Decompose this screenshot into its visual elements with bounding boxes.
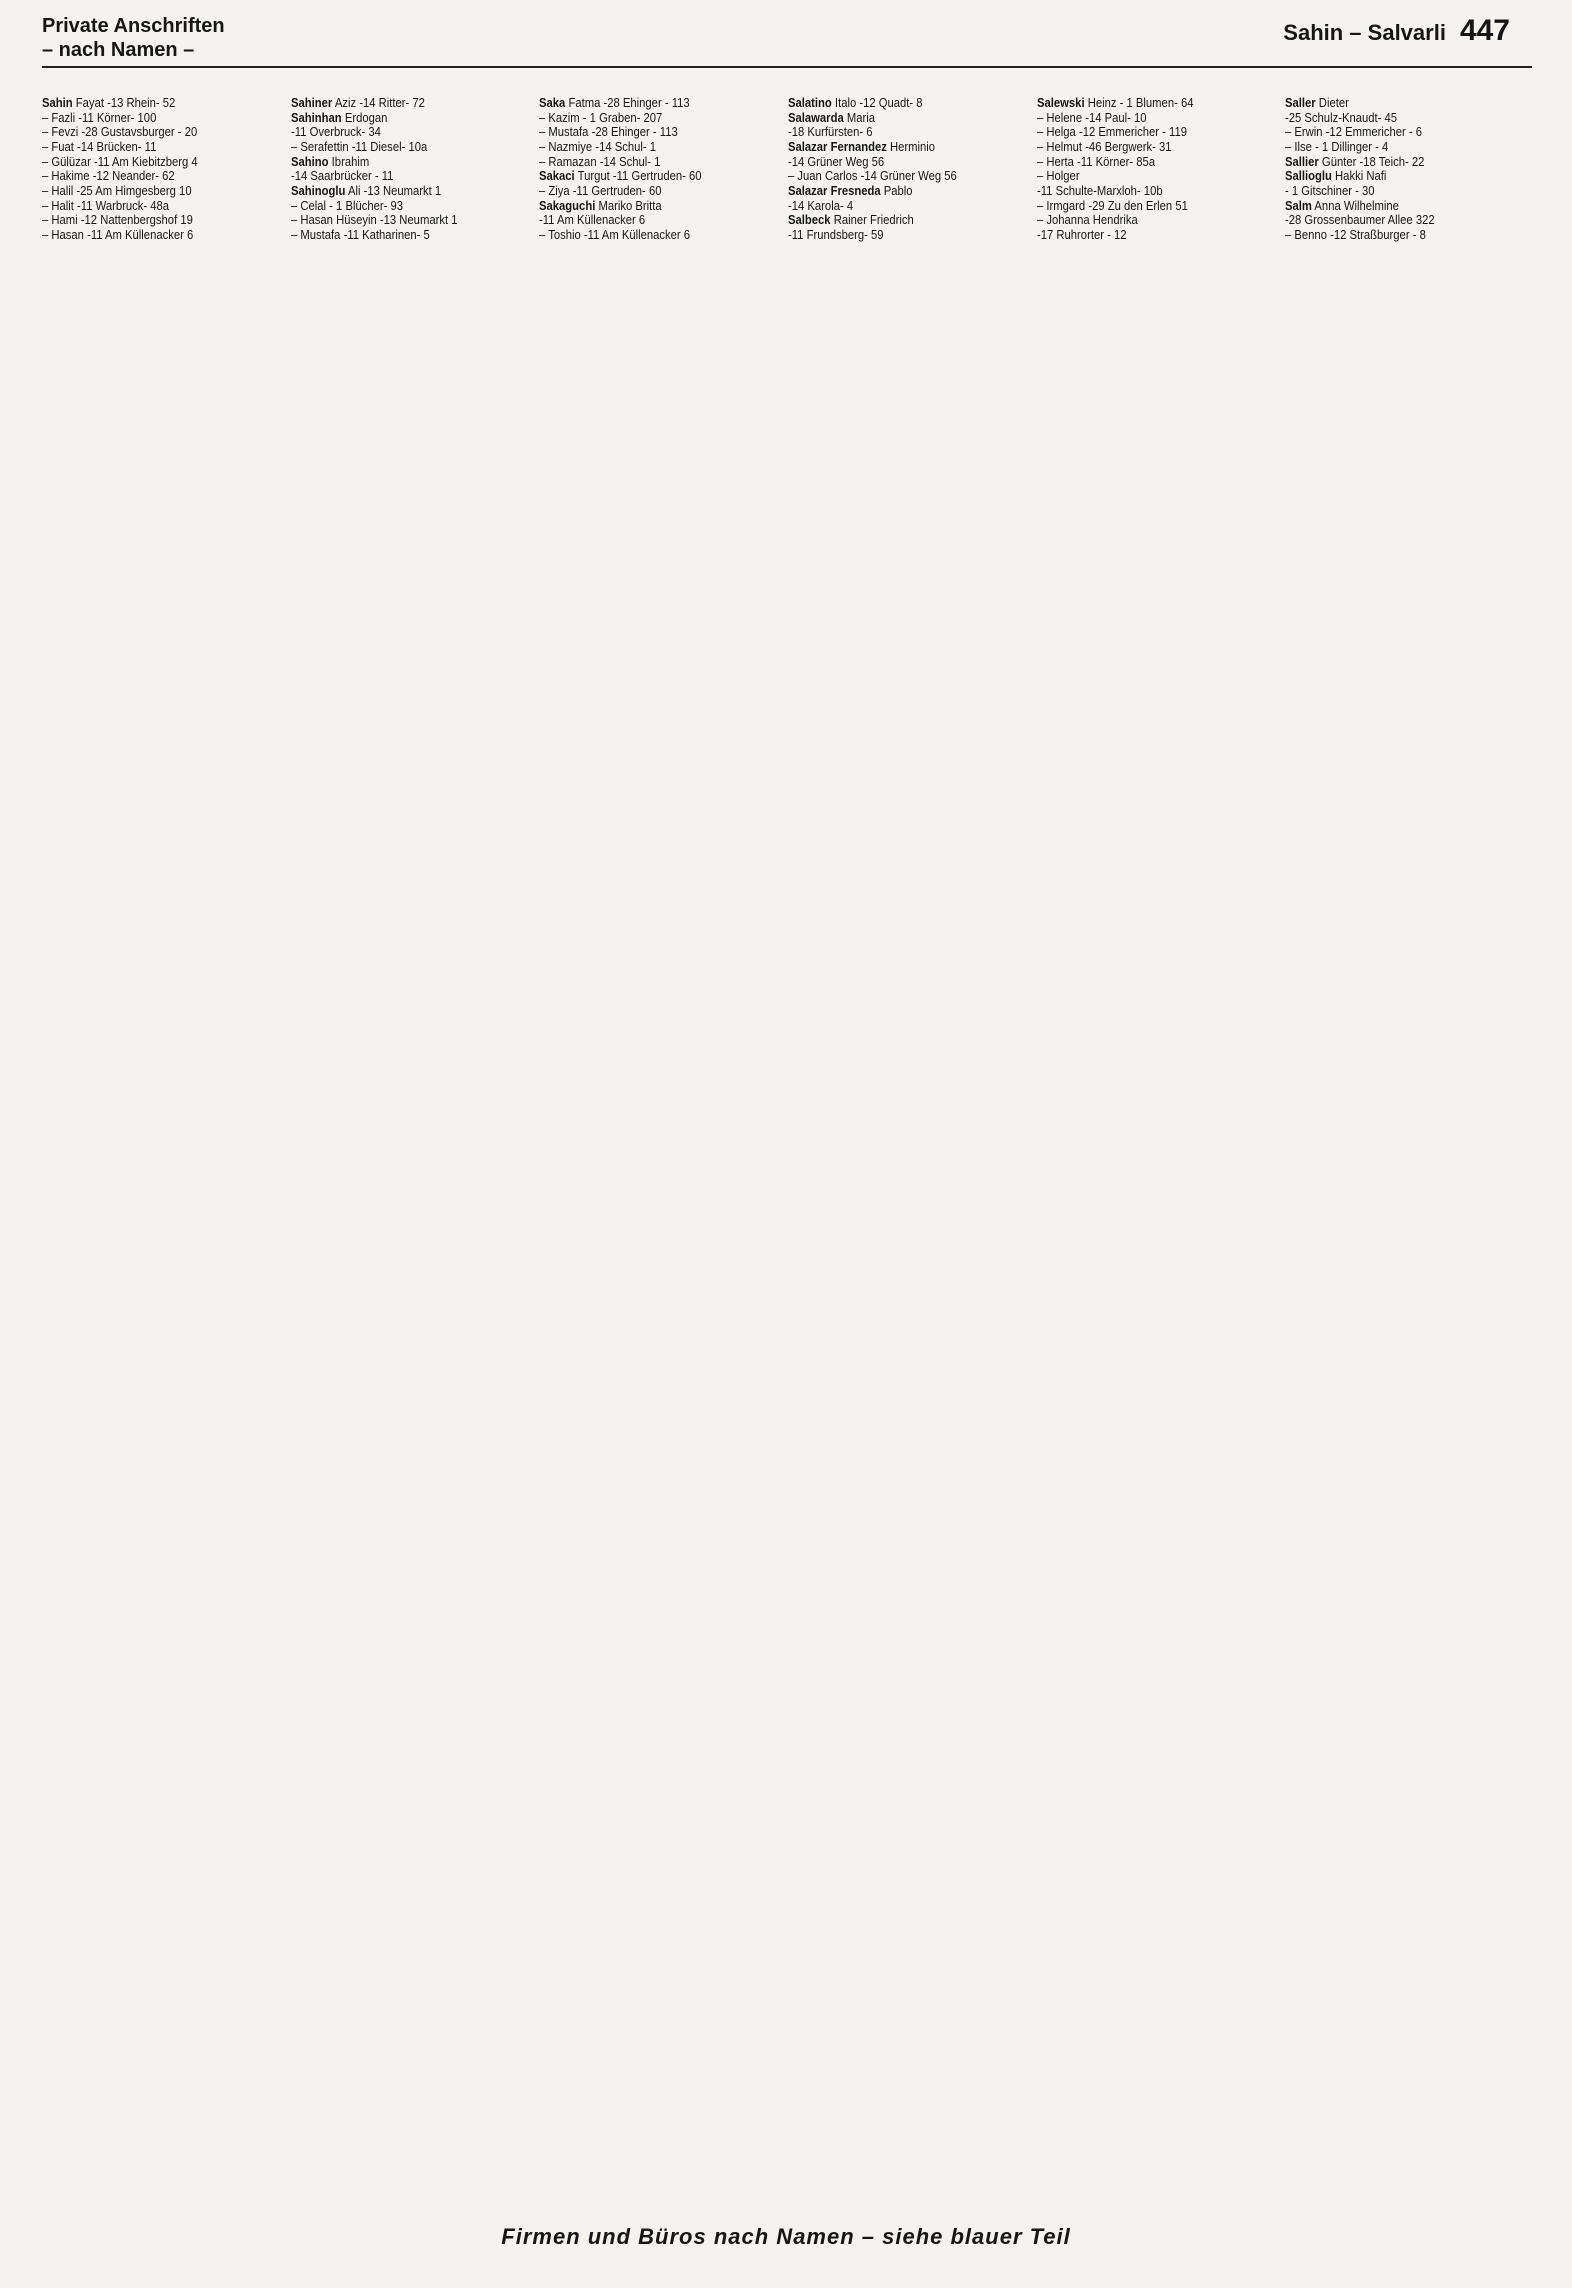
directory-entry: [291, 199, 504, 214]
directory-entry: [788, 199, 1001, 214]
entry-detail: – Fazli -11 Körner- 100: [42, 109, 157, 125]
name-range: Sahin – Salvarli: [1283, 20, 1446, 45]
entry-surname: Salawarda: [788, 109, 844, 125]
entry-detail: – Helmut -46 Bergwerk- 31: [1036, 138, 1172, 154]
section-title-line2: – nach Namen –: [42, 39, 195, 61]
directory-entry: [788, 96, 1001, 111]
directory-entry: [42, 184, 255, 199]
entry-surname: Sahinoglu: [290, 182, 346, 198]
directory-entry: [42, 228, 255, 243]
entry-detail: -28 Grossenbaumer Allee 322: [1285, 212, 1435, 228]
directory-entry: [291, 155, 504, 170]
entry-detail: – Toshio -11 Am Küllenacker 6: [539, 226, 691, 242]
directory-entry: [539, 228, 752, 243]
entry-detail: -14 Grüner Weg 56: [788, 153, 885, 169]
footer-note: Firmen und Büros nach Namen – siehe blauer Teil: [501, 2224, 1071, 2249]
directory-entry: [1285, 96, 1498, 111]
entry-detail: Ali -13 Neumarkt 1: [345, 182, 441, 198]
directory-entry: [42, 169, 255, 184]
entry-detail: -18 Kurfürsten- 6: [788, 124, 873, 140]
entry-detail: Anna Wilhelmine: [1312, 197, 1400, 213]
directory-entry: [291, 213, 504, 228]
entry-surname: Sahinhan: [290, 109, 342, 125]
entry-surname: Salazar Fernandez: [788, 138, 887, 154]
entry-detail: – Fevzi -28 Gustavsburger - 20: [42, 124, 198, 140]
directory-entry: [291, 228, 504, 243]
entry-detail: – Gülüzar -11 Am Kiebitzberg 4: [42, 153, 198, 169]
directory-entry: [539, 125, 752, 140]
directory-entry: [1285, 140, 1498, 155]
entry-detail: – Benno -12 Straßburger - 8: [1285, 226, 1427, 242]
directory-entry: [42, 125, 255, 140]
entry-detail: Fayat -13 Rhein- 52: [72, 96, 176, 110]
directory-entry: [1285, 184, 1498, 199]
entry-detail: – Irmgard -29 Zu den Erlen 51: [1036, 197, 1188, 213]
entry-detail: -11 Schulte-Marxloh- 10b: [1036, 182, 1163, 198]
header-rule: [42, 66, 1532, 68]
entry-detail: Erdogan: [341, 109, 388, 125]
directory-entry: [1037, 169, 1250, 184]
entry-detail: -25 Schulz-Knaudt- 45: [1285, 109, 1398, 125]
page-number: 447: [1459, 14, 1510, 47]
directory-entry: [1037, 140, 1250, 155]
entry-detail: Mariko Britta: [595, 197, 663, 213]
entry-detail: – Kazim - 1 Graben- 207: [539, 109, 663, 125]
directory-entry: [42, 213, 255, 228]
entry-detail: – Herta -11 Körner- 85a: [1036, 153, 1155, 169]
entry-detail: – Holger: [1036, 168, 1080, 184]
entry-surname: Sallier: [1285, 153, 1320, 169]
entry-detail: Herminio: [886, 138, 936, 154]
entry-surname: Sahin: [42, 96, 73, 110]
directory-entry: [539, 111, 752, 126]
directory-column-6: [1285, 96, 1533, 2216]
directory-entry: [1037, 111, 1250, 126]
directory-entry: [788, 125, 1001, 140]
directory-column-4: [788, 96, 1036, 2216]
directory-column-1: [42, 96, 290, 2216]
entry-surname: Sahino: [290, 153, 329, 169]
entry-detail: - 1 Gitschiner - 30: [1285, 182, 1375, 198]
entry-detail: -11 Frundsberg- 59: [788, 226, 884, 242]
directory-entry: [1285, 213, 1498, 228]
entry-detail: – Ilse - 1 Dillinger - 4: [1285, 138, 1389, 154]
entry-detail: – Hakime -12 Neander- 62: [42, 168, 175, 184]
entry-detail: Günter -18 Teich- 22: [1319, 153, 1425, 169]
directory-entry: [291, 96, 504, 111]
entry-surname: Sakaguchi: [539, 197, 596, 213]
directory-entry: [539, 96, 752, 111]
entry-detail: – Ramazan -14 Schul- 1: [539, 153, 661, 169]
entry-detail: Turgut -11 Gertruden- 60: [575, 168, 702, 184]
directory-entry: [1285, 199, 1498, 214]
entry-detail: -14 Saarbrücker - 11: [290, 168, 394, 184]
entry-surname: Salm: [1285, 197, 1313, 213]
entry-detail: Italo -12 Quadt- 8: [831, 96, 923, 110]
directory-columns: [42, 96, 1534, 2216]
entry-detail: -17 Ruhrorter - 12: [1036, 226, 1127, 242]
entry-detail: – Nazmiye -14 Schul- 1: [539, 138, 657, 154]
entry-detail: – Halil -25 Am Himgesberg 10: [42, 182, 192, 198]
directory-entry: [1037, 199, 1250, 214]
entry-detail: – Johanna Hendrika: [1036, 212, 1138, 228]
entry-detail: – Mustafa -11 Katharinen- 5: [290, 226, 430, 242]
directory-entry: [42, 111, 255, 126]
entry-surname: Saka: [539, 96, 566, 110]
directory-entry: [291, 169, 504, 184]
directory-entry: [42, 199, 255, 214]
directory-entry: [291, 125, 504, 140]
entry-detail: – Ziya -11 Gertruden- 60: [539, 182, 662, 198]
directory-entry: [1037, 155, 1250, 170]
entry-detail: Heinz - 1 Blumen- 64: [1084, 96, 1194, 110]
entry-surname: Salbeck: [788, 212, 831, 228]
directory-entry: [1037, 228, 1250, 243]
directory-column-3: [539, 96, 787, 2216]
directory-entry: [1285, 125, 1498, 140]
directory-entry: [539, 199, 752, 214]
directory-entry: [42, 96, 255, 111]
directory-entry: [291, 184, 504, 199]
directory-entry: [291, 140, 504, 155]
entry-detail: – Erwin -12 Emmericher - 6: [1285, 124, 1423, 140]
entry-detail: Hakki Nafi: [1332, 168, 1387, 184]
directory-entry: [1285, 228, 1498, 243]
page-range-header: [1283, 14, 1510, 48]
directory-entry: [1037, 184, 1250, 199]
entry-detail: Pablo: [880, 182, 913, 198]
directory-entry: [539, 140, 752, 155]
entry-detail: -14 Karola- 4: [788, 197, 854, 213]
entry-detail: – Helene -14 Paul- 10: [1036, 109, 1147, 125]
entry-detail: – Halit -11 Warbruck- 48a: [42, 197, 170, 213]
section-title-line1: Private Anschriften: [42, 15, 225, 37]
directory-entry: [1285, 169, 1498, 184]
entry-detail: Fatma -28 Ehinger - 113: [565, 96, 691, 110]
directory-entry: [788, 184, 1001, 199]
directory-column-2: [291, 96, 539, 2216]
directory-entry: [539, 184, 752, 199]
directory-entry: [788, 228, 1001, 243]
directory-entry: [788, 213, 1001, 228]
entry-detail: – Serafettin -11 Diesel- 10a: [290, 138, 427, 154]
directory-entry: [788, 111, 1001, 126]
directory-entry: [539, 169, 752, 184]
entry-detail: – Hasan -11 Am Küllenacker 6: [42, 226, 194, 242]
directory-entry: [788, 140, 1001, 155]
entry-detail: Aziz -14 Ritter- 72: [331, 96, 425, 110]
entry-detail: -11 Overbruck- 34: [290, 124, 381, 140]
directory-entry: [291, 111, 504, 126]
entry-detail: – Mustafa -28 Ehinger - 113: [539, 124, 679, 140]
entry-surname: Sallioglu: [1285, 168, 1333, 184]
directory-entry: [539, 155, 752, 170]
entry-surname: Sakaci: [539, 168, 576, 184]
directory-entry: [1285, 111, 1498, 126]
directory-entry: [1285, 155, 1498, 170]
entry-detail: -11 Am Küllenacker 6: [539, 212, 646, 228]
entry-detail: – Helga -12 Emmericher - 119: [1036, 124, 1187, 140]
directory-entry: [42, 140, 255, 155]
directory-entry: [539, 213, 752, 228]
section-title: [42, 14, 225, 62]
entry-surname: Salewski: [1036, 96, 1085, 110]
entry-detail: Maria: [843, 109, 876, 125]
directory-entry: [788, 169, 1001, 184]
entry-detail: Rainer Friedrich: [830, 212, 914, 228]
entry-detail: – Hami -12 Nattenbergshof 19: [42, 212, 193, 228]
directory-column-5: [1037, 96, 1285, 2216]
entry-detail: Dieter: [1316, 96, 1350, 110]
directory-entry: [1037, 96, 1250, 111]
directory-entry: [788, 155, 1001, 170]
directory-entry: [1037, 125, 1250, 140]
entry-detail: – Hasan Hüseyin -13 Neumarkt 1: [290, 212, 458, 228]
directory-entry: [42, 155, 255, 170]
entry-surname: Saller: [1285, 96, 1317, 110]
entry-surname: Salatino: [788, 96, 832, 110]
entry-detail: – Celal - 1 Blücher- 93: [290, 197, 403, 213]
directory-entry: [1037, 213, 1250, 228]
entry-surname: Salazar Fresneda: [788, 182, 881, 198]
entry-surname: Sahiner: [290, 96, 332, 110]
entry-detail: – Fuat -14 Brücken- 11: [42, 138, 157, 154]
entry-detail: Ibrahim: [328, 153, 369, 169]
entry-detail: – Juan Carlos -14 Grüner Weg 56: [788, 168, 957, 184]
